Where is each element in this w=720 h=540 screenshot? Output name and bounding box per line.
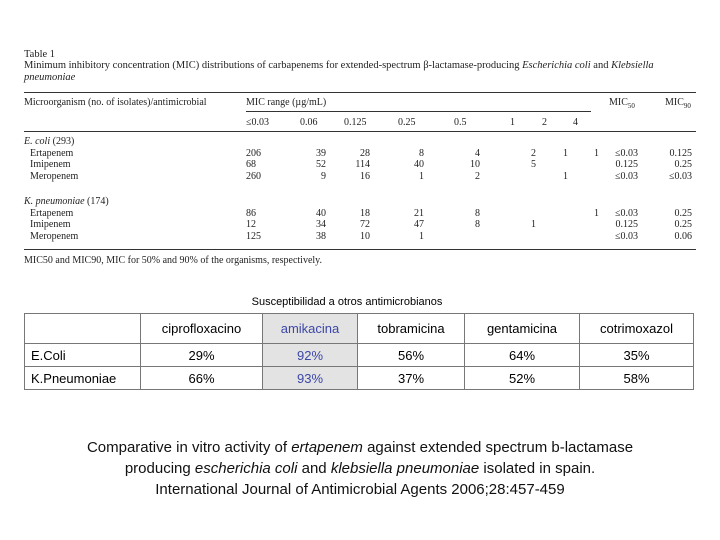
susceptibility-header-row [25, 314, 694, 344]
mic-count-cell: 40 [414, 159, 424, 171]
mic-count-cell: 1 [594, 147, 599, 159]
drug-name: Ertapenem [30, 147, 74, 159]
table-footnote: MIC50 and MIC90, MIC for 50% and 90% of the organisms, respectively. [24, 255, 323, 266]
citation-text: and [297, 460, 331, 477]
citation-text: isolated in spain. [479, 460, 596, 477]
header-mic90: $MIC_{90}$ [665, 97, 691, 110]
mic-column-header: 0.5 [454, 117, 467, 128]
mic-column-header: 0.06 [300, 117, 318, 128]
drug-name: Ertapenem [30, 207, 74, 219]
caption-organism-1: Escherichia coli [522, 60, 591, 71]
column-gentamicina: gentamicina [465, 314, 580, 344]
empty-corner-cell [25, 314, 141, 344]
mic-count-cell: 86 [246, 207, 256, 219]
mic-count-cell: 21 [414, 207, 424, 219]
citation-organism-1: escherichia coli [194, 460, 298, 477]
mic90-value: 0.125 [669, 147, 692, 159]
cell-value: 29% [141, 344, 263, 367]
drug-name: Imipenem [30, 219, 71, 231]
organism-group-label [24, 196, 109, 207]
citation [0, 437, 720, 500]
table-top-rule [24, 92, 696, 93]
table-row [25, 344, 694, 367]
susceptibility-table [24, 313, 694, 390]
mic-count-cell: 5 [531, 159, 536, 171]
mic90-value: 0.06 [674, 231, 692, 243]
caption-text: Minimum inhibitory concentration (MIC) distributions of carbapenems for extended-spectrum β-lactamase-producing [24, 60, 520, 71]
organism-count: (293) [52, 136, 75, 147]
mic-count-cell: 1 [419, 171, 424, 183]
table-bottom-rule [24, 249, 696, 250]
citation-text: against extended spectrum b-lactamase [362, 439, 634, 456]
mic-count-cell: 28 [360, 147, 370, 159]
cell-value: 56% [358, 344, 465, 367]
mic-count-cell: 12 [246, 219, 256, 231]
mic-column-header: ≤0.03 [246, 117, 269, 128]
mic-count-cell: 8 [475, 219, 480, 231]
mic-count-cell: 206 [246, 147, 261, 159]
citation-text: producing [124, 460, 195, 477]
organism-name: K. pneumoniae [24, 196, 85, 207]
mic-count-cell: 1 [563, 171, 568, 183]
mic-column-header: 0.125 [344, 117, 367, 128]
cell-value: 58% [580, 367, 694, 390]
header-organism-column: Microorganism (no. of isolates)/antimicrobial [24, 97, 207, 108]
mic-count-cell: 114 [355, 159, 370, 171]
header-mic-range: MIC range (µg/mL) [246, 97, 327, 108]
mic-count-cell: 18 [360, 207, 370, 219]
column-cotrimoxazol: cotrimoxazol [580, 314, 694, 344]
cell-value: 92% [263, 344, 358, 367]
mic-count-cell: 39 [316, 147, 326, 159]
cell-value: 35% [580, 344, 694, 367]
cell-value: 93% [263, 367, 358, 390]
mic-column-header: 2 [542, 117, 547, 128]
column-ciprofloxacino: ciprofloxacino [141, 314, 263, 344]
caption-and: and [593, 60, 609, 71]
cell-value: 37% [358, 367, 465, 390]
mic-column-header: 1 [510, 117, 515, 128]
mic-count-cell: 1 [594, 207, 599, 219]
mic-count-cell: 2 [531, 147, 536, 159]
mic50-value: ≤0.03 [615, 207, 638, 219]
mic-range-rule [246, 111, 591, 112]
citation-organism-2: klebsiella pneumoniae [330, 460, 480, 477]
mic-count-cell: 38 [316, 231, 326, 243]
mic-count-cell: 1 [531, 219, 536, 231]
mic-count-cell: 2 [475, 171, 480, 183]
organism-name: E. coli [24, 136, 51, 147]
cell-value: 66% [141, 367, 263, 390]
mic-count-cell: 68 [246, 159, 256, 171]
table-label: Table 1 [24, 49, 56, 60]
drug-name: Imipenem [30, 159, 71, 171]
mic50-value: ≤0.03 [615, 171, 638, 183]
mic50-value: 0.125 [615, 219, 638, 231]
mic90-value: 0.25 [674, 159, 692, 171]
table-caption [24, 60, 704, 84]
mic-count-cell: 1 [419, 231, 424, 243]
cell-value: 64% [465, 344, 580, 367]
row-label-kpneumoniae: K.Pneumoniae [25, 367, 141, 390]
mic-count-cell: 10 [470, 159, 480, 171]
mic-count-cell: 52 [316, 159, 326, 171]
mic90-value: ≤0.03 [669, 171, 692, 183]
caption-organism-2: Klebsiella pneumoniae [24, 60, 654, 83]
mic-count-cell: 47 [414, 219, 424, 231]
mic-count-cell: 4 [475, 147, 480, 159]
drug-name: Meropenem [30, 171, 79, 183]
mic-count-cell: 8 [475, 207, 480, 219]
header-mic50: $MIC_{50}$ [609, 97, 635, 110]
cell-value: 52% [465, 367, 580, 390]
mic50-value: ≤0.03 [615, 231, 638, 243]
table-row [25, 367, 694, 390]
mic-count-cell: 40 [316, 207, 326, 219]
mic90-value: 0.25 [674, 207, 692, 219]
mic-count-cell: 8 [419, 147, 424, 159]
header-bottom-rule [24, 131, 696, 132]
citation-drug: ertapenem [291, 439, 363, 456]
mic50-value: ≤0.03 [615, 147, 638, 159]
organism-count: (174) [87, 196, 109, 207]
mic-column-header: 0.25 [398, 117, 416, 128]
mic-count-cell: 1 [563, 147, 568, 159]
mic-count-cell: 34 [316, 219, 326, 231]
citation-reference: International Journal of Antimicrobial Agents 2006;28:457-459 [155, 481, 565, 498]
mic-count-cell: 72 [360, 219, 370, 231]
citation-line-1 [0, 437, 720, 458]
mic-count-cell: 10 [360, 231, 370, 243]
susceptibility-title: Susceptibilidad a otros antimicrobianos [251, 296, 443, 308]
drug-name: Meropenem [30, 231, 79, 243]
mic-count-cell: 9 [321, 171, 326, 183]
column-tobramicina: tobramicina [358, 314, 465, 344]
mic-count-cell: 16 [360, 171, 370, 183]
mic-count-cell: 125 [246, 231, 261, 243]
mic-column-header: 4 [573, 117, 578, 128]
mic90-value: 0.25 [674, 219, 692, 231]
citation-text: Comparative in vitro activity of [86, 439, 292, 456]
citation-line-2 [0, 458, 720, 479]
row-label-ecoli: E.Coli [25, 344, 141, 367]
organism-group-label [24, 136, 74, 147]
mic-count-cell: 260 [246, 171, 261, 183]
column-amikacina: amikacina [263, 314, 358, 344]
mic50-value: 0.125 [615, 159, 638, 171]
